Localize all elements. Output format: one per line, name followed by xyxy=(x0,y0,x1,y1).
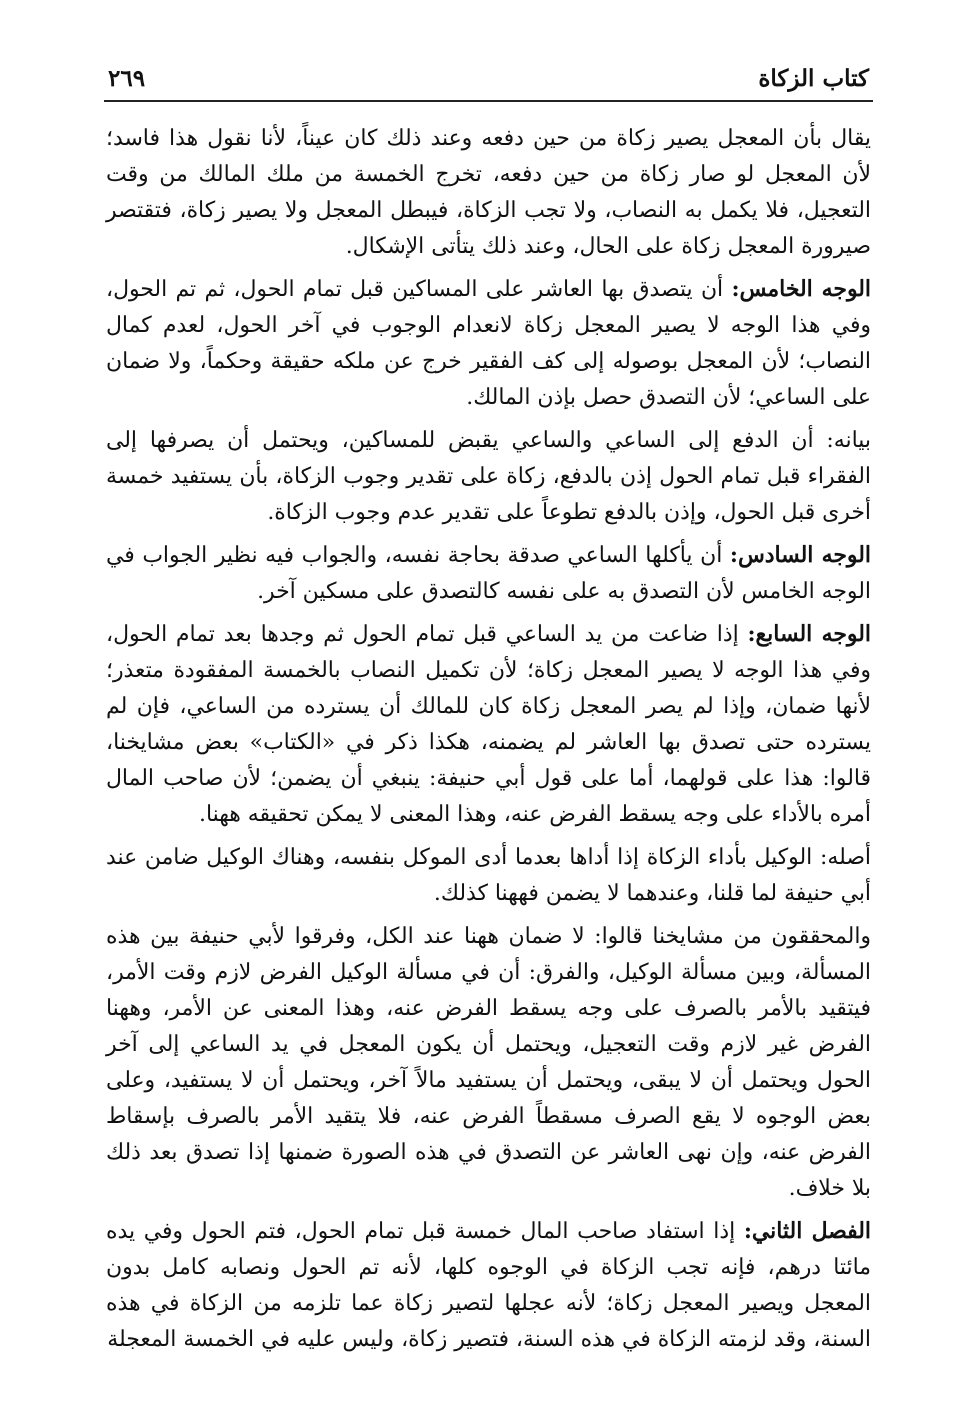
paragraph-text: أصله: الوكيل بأداء الزكاة إذا أداها بعدما أدى الموكل بنفسه، وهناك الوكيل ضامن عند أبي حنيفة لما قلنا، وعندهما لا يضمن فههنا كذلك. xyxy=(106,845,871,906)
body-text xyxy=(106,120,871,1361)
paragraph-7 xyxy=(106,918,871,1207)
paragraph-heading: الوجه السابع: xyxy=(747,621,871,647)
paragraph-5 xyxy=(106,616,871,833)
paragraph-text: يقال بأن المعجل يصير زكاة من حين دفعه وعند ذلك كان عيناً، لأنا نقول هذا فاسد؛ لأن المعجل لو صار زكاة من حين دفعه، تخرج الخمسة من ملك المالك من وقت التعجيل، فلا يكمل به النصاب، ولا تجب الزكاة، فيبطل المعجل ولا يصير زكاة، فتقتصر صيرورة المعجل زكاة على الحال، وعند ذلك يتأتى الإشكال. xyxy=(106,126,871,259)
paragraph-text: إذا استفاد صاحب المال خمسة قبل تمام الحول، فتم الحول وفي يده مائتا درهم، فإنه تجب الزكاة في الوجوه كلها، لأنه تم الحول ونصابه كامل بدون المعجل ويصير المعجل زكاة؛ لأنه عجلها لتصير زكاة عما تلزمه من الزكاة في هذه السنة، وقد لزمته الزكاة في هذه السنة، فتصير زكاة، وليس عليه في الخمسة المعجلة xyxy=(106,1219,871,1352)
running-title: كتاب الزكاة xyxy=(758,65,869,92)
paragraph-heading: الوجه السادس: xyxy=(729,542,871,568)
paragraph-heading: الفصل الثاني: xyxy=(743,1218,871,1244)
paragraph-3 xyxy=(106,422,871,531)
paragraph-6 xyxy=(106,839,871,912)
paragraph-2 xyxy=(106,271,871,416)
paragraph-text: بيانه: أن الدفع إلى الساعي والساعي يقبض للمساكين، ويحتمل أن يصرفها إلى الفقراء قبل تمام الحول إذن بالدفع، زكاة على تقدير وجوب الزكاة، بأن يستفيد خمسة أخرى قبل الحول، وإذن بالدفع تطوعاً على تقدير عدم وجوب الزكاة. xyxy=(106,428,871,525)
paragraph-1 xyxy=(106,120,871,265)
paragraph-text: أن يأكلها الساعي صدقة بحاجة نفسه، والجواب فيه نظير الجواب في الوجه الخامس لأن التصدق به على نفسه كالتصدق على مسكين آخر. xyxy=(106,543,871,604)
paragraph-text: أن يتصدق بها العاشر على المساكين قبل تمام الحول، ثم تم الحول، وفي هذا الوجه لا يصير المعجل زكاة لانعدام الوجوب في آخر الحول، لعدم كمال النصاب؛ لأن المعجل بوصوله إلى كف الفقير خرج عن ملكه حقيقة وحكماً، ولا ضمان على الساعي؛ لأن التصدق حصل بإذن المالك. xyxy=(106,277,871,410)
page-number: ٢٦٩ xyxy=(108,65,146,92)
paragraph-heading: الوجه الخامس: xyxy=(731,276,872,302)
page-header xyxy=(108,56,869,96)
paragraph-text: إذا ضاعت من يد الساعي قبل تمام الحول ثم وجدها بعد تمام الحول، وفي هذا الوجه لا يصير المعجل زكاة؛ لأن تكميل النصاب بالخمسة المفقودة متعذر؛ لأنها ضمان، وإذا لم يصر المعجل زكاة كان للمالك أن يسترده من الساعي، فإن لم يسترده حتى تصدق بها العاشر لم يضمنه، هكذا ذكر في «الكتاب» بعض مشايخنا، قالوا: هذا على قولهما، أما على قول أبي حنيفة: ينبغي أن يضمن؛ لأن صاحب المال أمره بالأداء على وجه يسقط الفرض عنه، وهذا المعنى لا يمكن تحقيقه ههنا. xyxy=(106,622,871,827)
paragraph-4 xyxy=(106,537,871,610)
header-rule xyxy=(104,100,873,102)
paragraph-text: والمحققون من مشايخنا قالوا: لا ضمان ههنا عند الكل، وفرقوا لأبي حنيفة بين هذه المسألة، وبين مسألة الوكيل، والفرق: أن في مسألة الوكيل الفرض لازم وقت الأمر، فيتقيد بالأمر بالصرف على وجه يسقط الفرض عنه، وهذا المعنى عن الأمر، وههنا الفرض غير لازم وقت التعجيل، ويحتمل أن يكون المعجل في يد الساعي إلى آخر الحول ويحتمل أن لا يبقى، ويحتمل أن يستفيد مالاً آخر، ويحتمل أن لا يستفيد، وعلى بعض الوجوه لا يقع الصرف مسقطاً الفرض عنه، فلا يتقيد الأمر بالصرف بإسقاط الفرض عنه، وإن نهى العاشر عن التصدق في هذه الصورة ضمنها إذا تصدق بعد ذلك بلا خلاف. xyxy=(106,924,871,1201)
paragraph-8 xyxy=(106,1213,871,1358)
